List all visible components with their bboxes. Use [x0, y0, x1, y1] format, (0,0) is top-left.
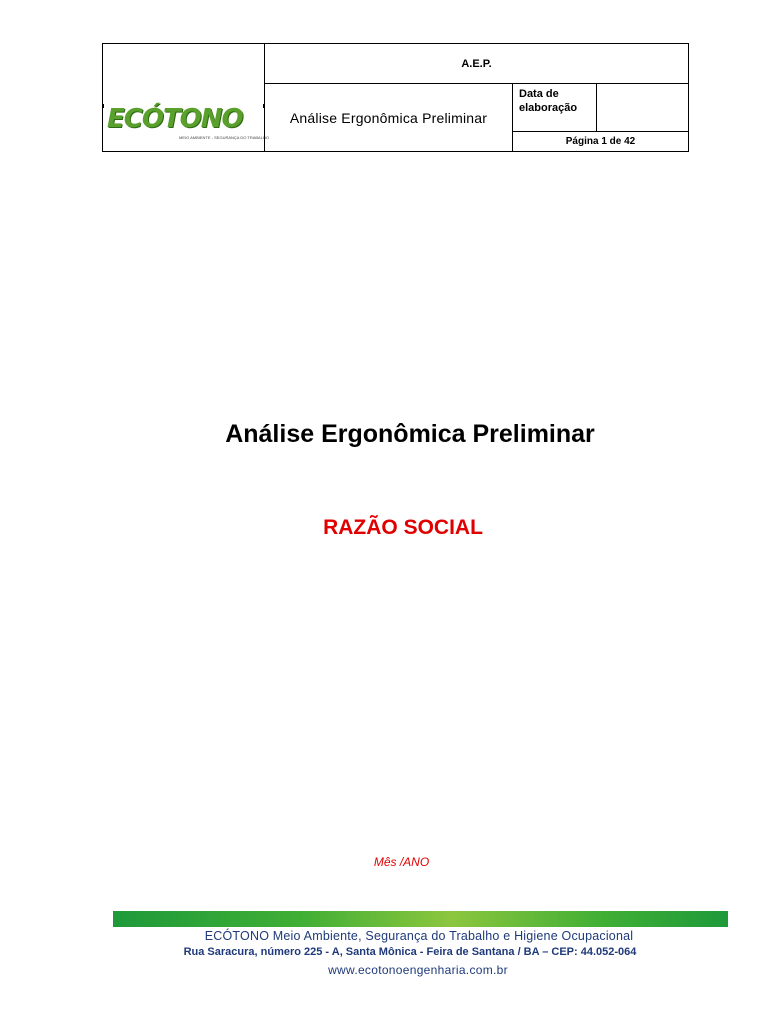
- date-label: Data de elaboração: [513, 84, 597, 132]
- page-number: Página 1 de 42: [565, 136, 636, 147]
- footer-website-link[interactable]: www.ecotonoengenharia.com.br: [328, 963, 508, 977]
- date-value: [597, 84, 688, 132]
- header-document-title: Análise Ergonômica Preliminar: [265, 84, 513, 151]
- company-logo: ECÓTONO: [107, 104, 243, 134]
- company-name-placeholder: RAZÃO SOCIAL: [323, 516, 483, 539]
- date-placeholder: Mês /ANO: [373, 855, 430, 869]
- footer-green-bar: [113, 911, 728, 927]
- footer-address-line: Rua Saracura, número 225 - A, Santa Mônica - Feira de Santana / BA – CEP: 44.052-064: [183, 946, 637, 958]
- document-title: Análise Ergonômica Preliminar: [225, 420, 595, 448]
- logo-tick-mark: [263, 104, 264, 108]
- header-table: [102, 43, 689, 152]
- logo-tick-mark: [103, 104, 104, 108]
- logo-tagline: MEIO AMBIENTE - SEGURANÇA DO TRABALHO: [179, 135, 269, 140]
- footer-company-line: ECÓTONO Meio Ambiente, Segurança do Trabalho e Higiene Ocupacional: [204, 929, 634, 943]
- logo-cell: [103, 44, 269, 151]
- document-code: A.E.P.: [265, 44, 688, 84]
